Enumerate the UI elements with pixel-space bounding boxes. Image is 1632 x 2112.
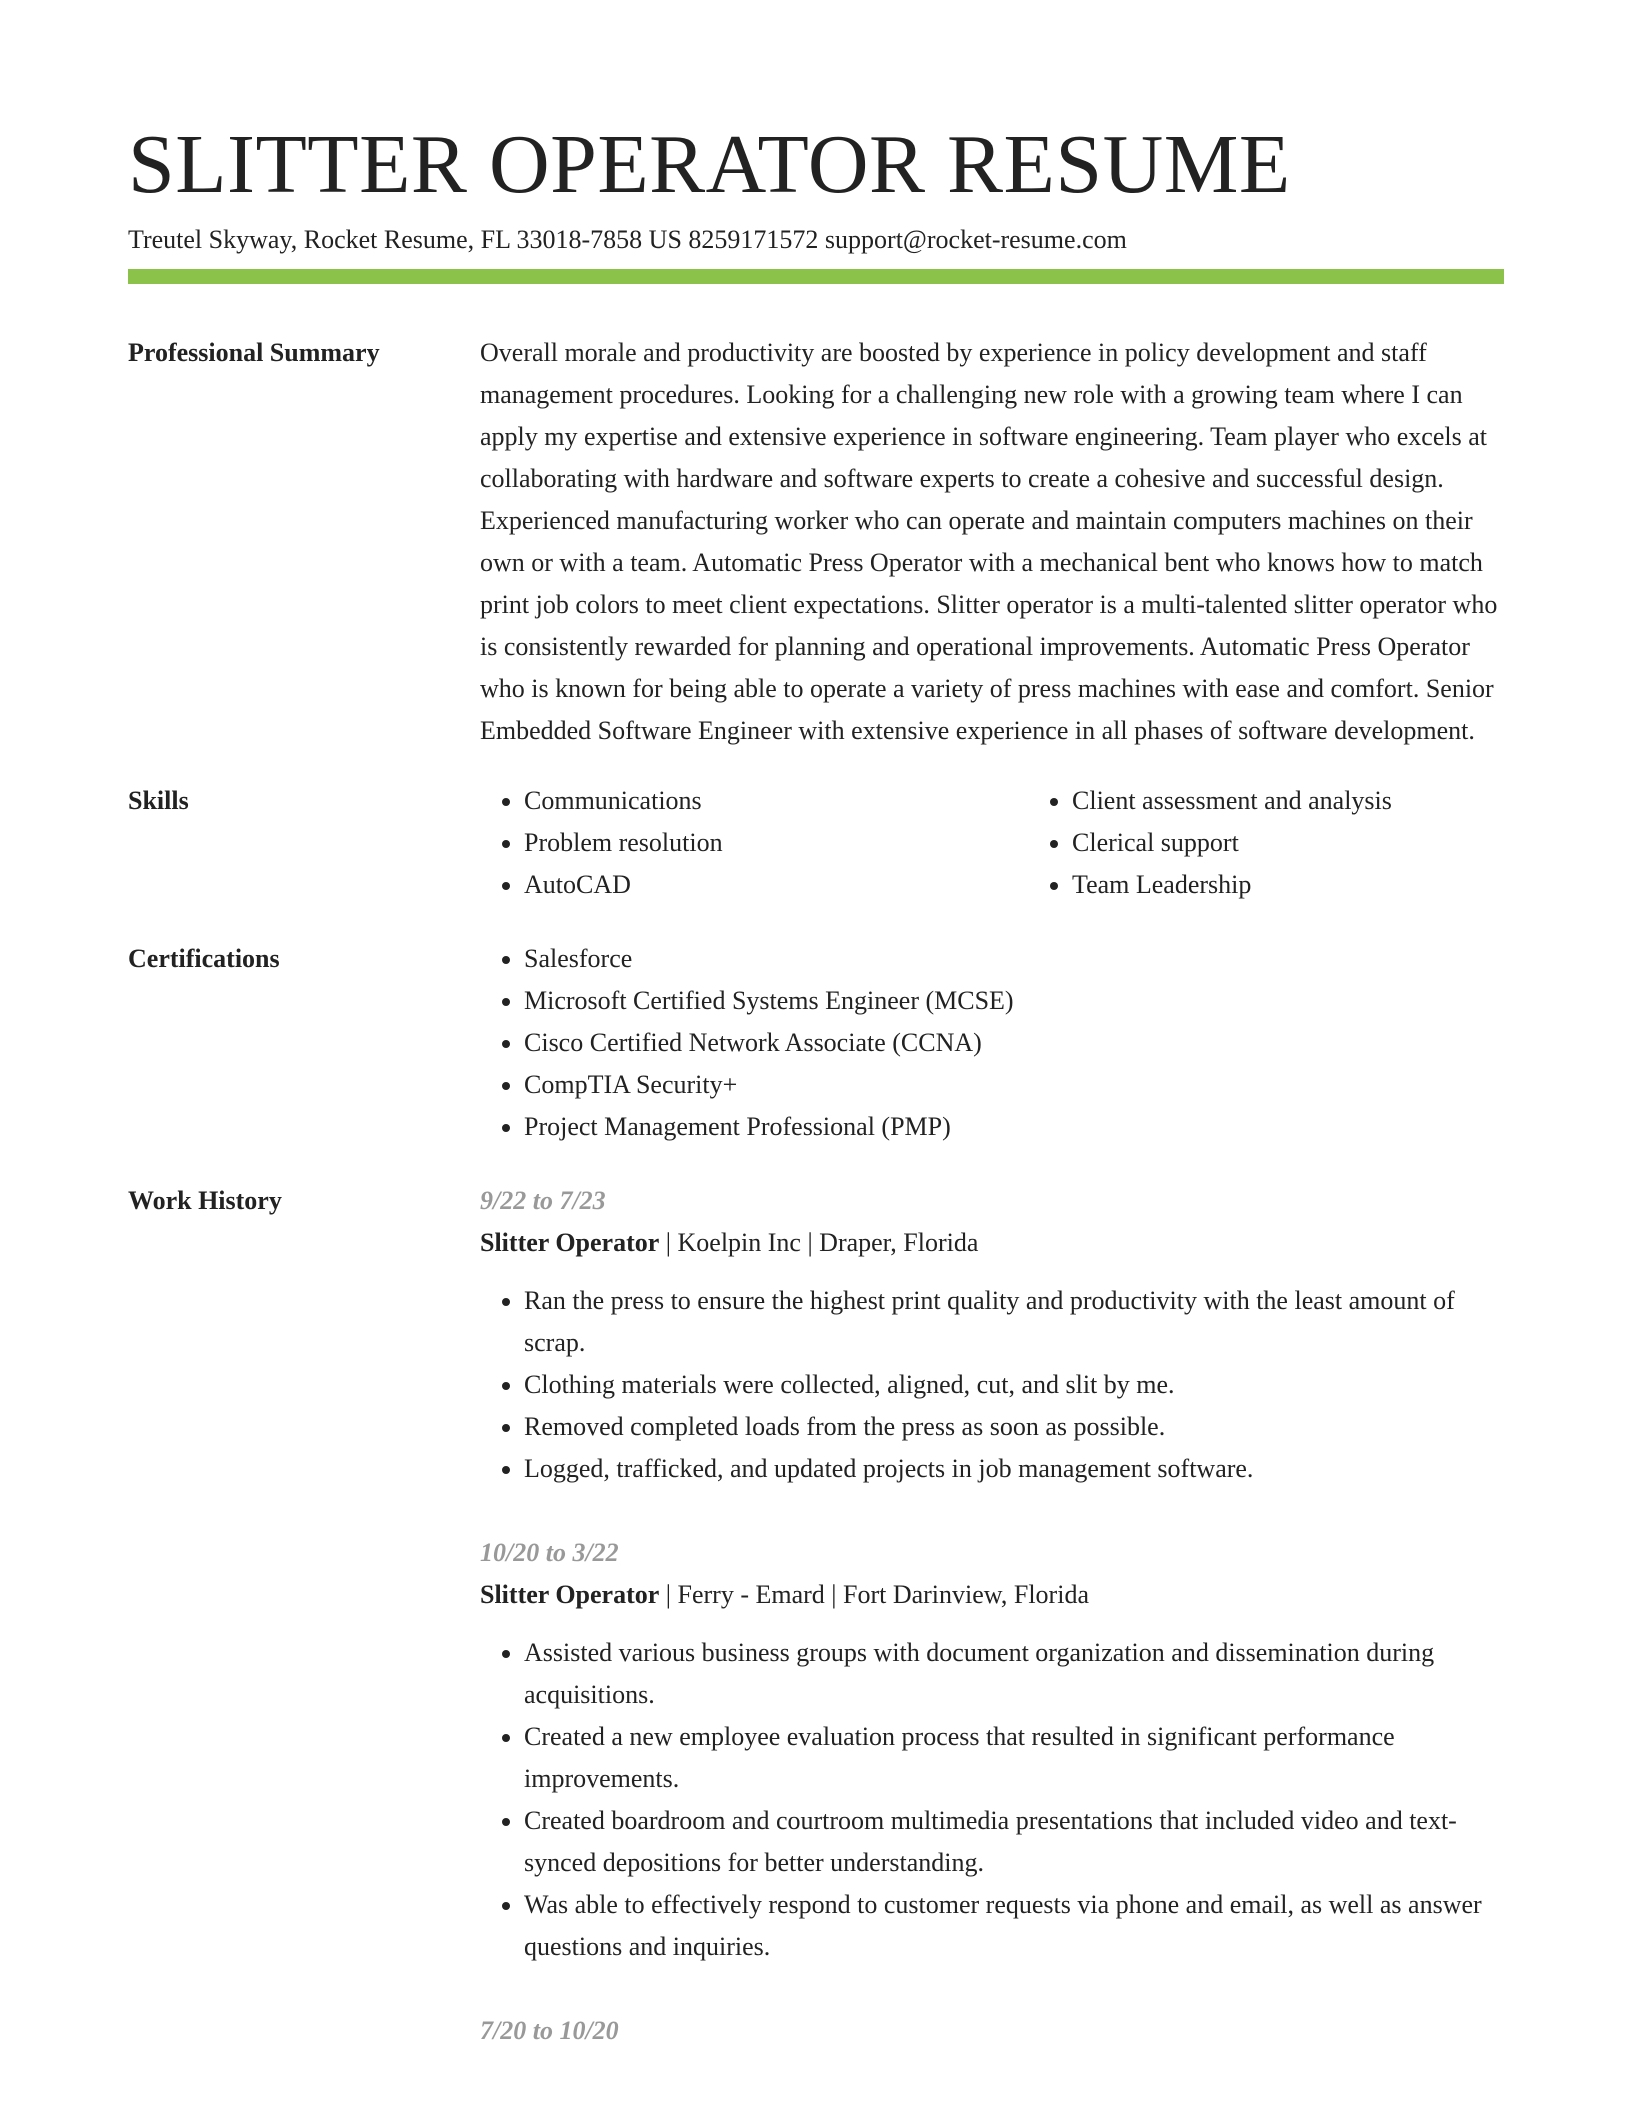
resume-title: SLITTER OPERATOR RESUME bbox=[128, 118, 1291, 211]
job-dates: 10/20 to 3/22 bbox=[480, 1538, 619, 1568]
list-item: • Team Leadership bbox=[1072, 864, 1576, 906]
summary-section bbox=[128, 332, 1504, 752]
accent-divider bbox=[128, 269, 1504, 284]
job-company: | Koelpin Inc | Draper, Florida bbox=[659, 1228, 979, 1258]
certifications-list bbox=[480, 938, 1504, 1148]
list-item: • Clerical support bbox=[1072, 822, 1576, 864]
list-item: • Created boardroom and courtroom multimedia presentations that included video and text-synced depositions for better understanding. bbox=[524, 1800, 1504, 1884]
list-item: • Was able to effectively respond to customer requests via phone and email, as well as answer questions and inquiries. bbox=[524, 1884, 1504, 1968]
job-dates: 7/20 to 10/20 bbox=[480, 2016, 619, 2046]
job-title: Slitter Operator bbox=[480, 1228, 660, 1258]
list-item: • CompTIA Security+ bbox=[524, 1064, 1504, 1106]
list-item: • Client assessment and analysis bbox=[1072, 780, 1576, 822]
list-item: • AutoCAD bbox=[524, 864, 1028, 906]
job-title: Slitter Operator bbox=[480, 1580, 660, 1610]
job-title-line bbox=[480, 1574, 1504, 1616]
contact-line: Treutel Skyway, Rocket Resume, FL 33018-7858 US 8259171572 support@rocket-resume.com bbox=[128, 225, 1127, 255]
job-title-line bbox=[480, 1222, 1504, 1264]
list-item: • Communications bbox=[524, 780, 1028, 822]
list-item: • Created a new employee evaluation process that resulted in significant performance improvements. bbox=[524, 1716, 1504, 1800]
certifications-heading: Certifications bbox=[128, 944, 280, 974]
resume-page bbox=[128, 118, 1504, 2094]
skills-heading: Skills bbox=[128, 786, 189, 816]
list-item: • Clothing materials were collected, aligned, cut, and slit by me. bbox=[524, 1364, 1504, 1406]
skills-section bbox=[128, 780, 1504, 906]
job-company: | Ferry - Emard | Fort Darinview, Florida bbox=[659, 1580, 1089, 1610]
certifications-section bbox=[128, 938, 1504, 1148]
job-entry bbox=[480, 1532, 1504, 1968]
job-bullets bbox=[480, 1632, 1504, 1968]
job-entry bbox=[480, 1180, 1504, 1490]
list-item: • Microsoft Certified Systems Engineer (MCSE) bbox=[524, 980, 1504, 1022]
list-item: • Removed completed loads from the press as soon as possible. bbox=[524, 1406, 1504, 1448]
work-history-section bbox=[128, 1180, 1504, 2094]
skills-list-left bbox=[480, 780, 1028, 906]
list-item: • Problem resolution bbox=[524, 822, 1028, 864]
skills-list-right bbox=[1028, 780, 1576, 906]
list-item: • Ran the press to ensure the highest print quality and productivity with the least amount of scrap. bbox=[524, 1280, 1504, 1364]
list-item: • Salesforce bbox=[524, 938, 1504, 980]
summary-heading: Professional Summary bbox=[128, 338, 380, 368]
list-item: • Cisco Certified Network Associate (CCNA) bbox=[524, 1022, 1504, 1064]
job-bullets bbox=[480, 1280, 1504, 1490]
job-dates: 9/22 to 7/23 bbox=[480, 1186, 606, 1216]
list-item: • Assisted various business groups with document organization and dissemination during acquisitions. bbox=[524, 1632, 1504, 1716]
work-history-heading: Work History bbox=[128, 1186, 282, 1216]
summary-text: Overall morale and productivity are boosted by experience in policy development and staff management procedures. Looking for a challenging new role with a growing team where I can apply my expertise and extensive experience in software engineering. Team player who excels at collaborating with hardware and software experts to create a cohesive and successful design. Experienced manufacturing worker who can operate and maintain computers machines on their own or with a team. Automatic Press Operator with a mechanical bent who knows how to match print job colors to meet client expectations. Slitter operator is a multi-talented slitter operator who is consistently rewarded for planning and operational improvements. Automatic Press Operator who is known for being able to operate a variety of press machines with ease and comfort. Senior Embedded Software Engineer with extensive experience in all phases of software development. bbox=[480, 338, 1498, 746]
list-item: • Project Management Professional (PMP) bbox=[524, 1106, 1504, 1148]
list-item: • Logged, trafficked, and updated projects in job management software. bbox=[524, 1448, 1504, 1490]
job-entry bbox=[480, 2010, 1504, 2052]
